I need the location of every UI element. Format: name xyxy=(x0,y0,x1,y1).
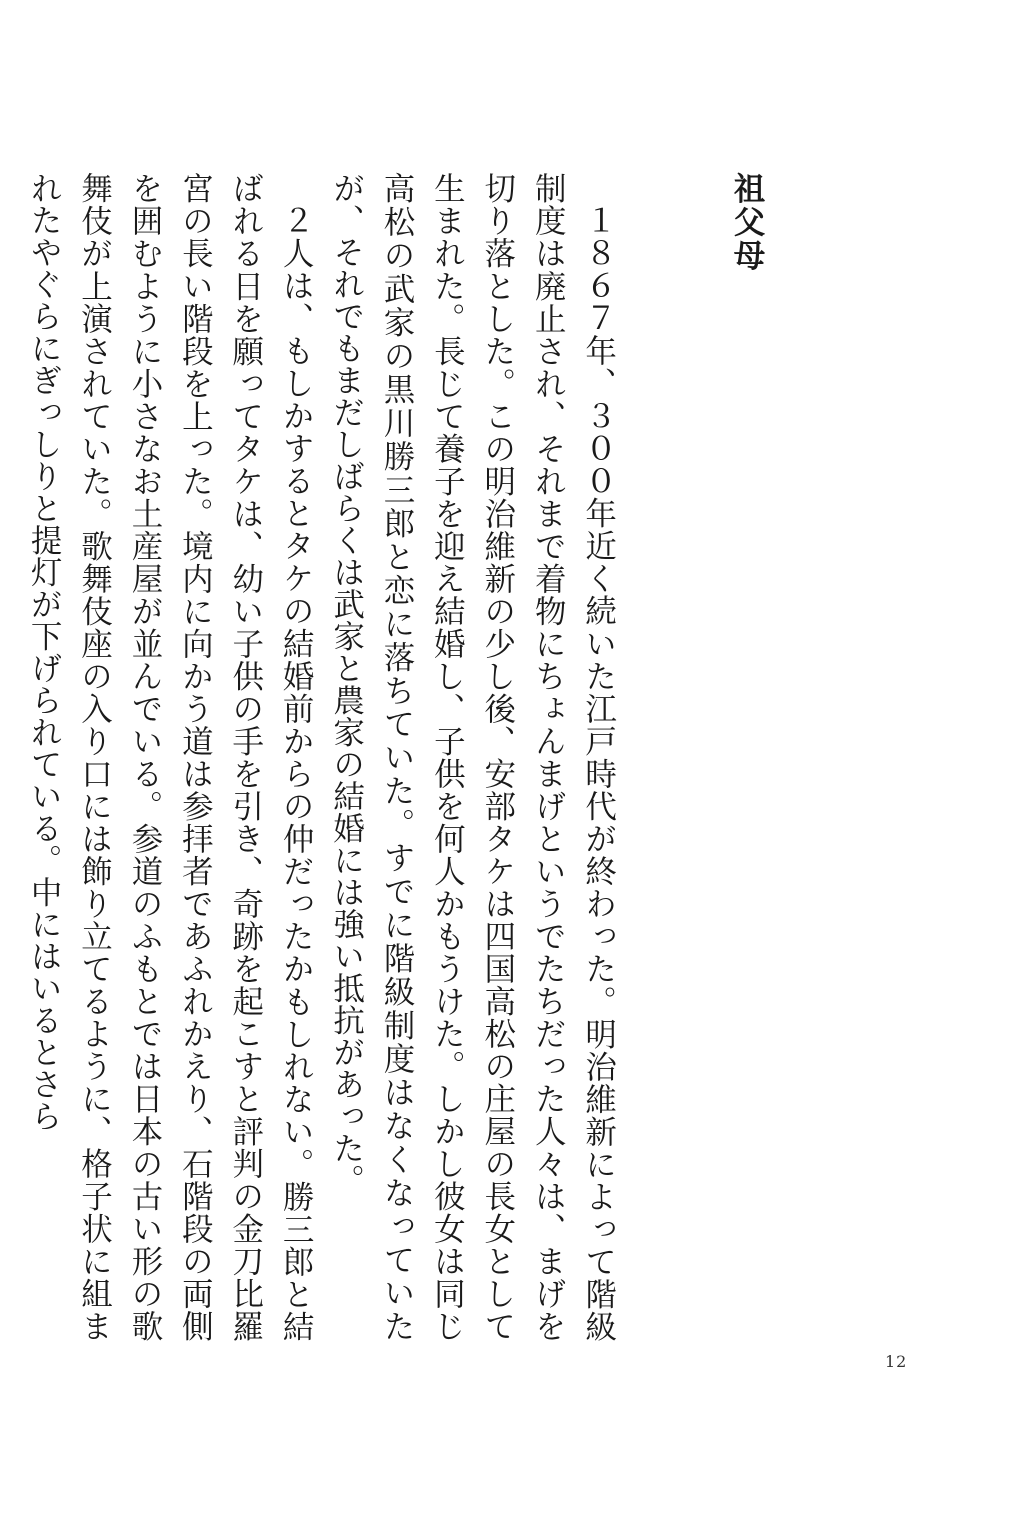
vertical-text-block xyxy=(19,172,772,1342)
chapter-title: 祖父母 xyxy=(729,172,766,273)
page-number: 12 xyxy=(885,1352,908,1371)
paragraph-2: ２人は、もしかするとタケの結婚前からの仲だったかもしれない。勝三郎と結ばれる日を願ってタケは、幼い子供の手を引き、奇跡を起こすと評判の金刀比羅宮の長い階段を上った。境内に向かう道は参拝者であふれかえり、石階段の両側を囲むように小さなお土産屋が並んでいる。参道のふもとでは日本の古い形の歌舞伎が上演されていた。歌舞伎座の入り口には飾り立てるように、格子状に組まれたやぐらにぎっしりと提灯が下げられている。中にはいるとさら xyxy=(26,172,315,1342)
paragraph-1: １８６７年、３００年近く続いた江戸時代が終わった。明治維新によって階級制度は廃止され、それまで着物にちょんまげというでたちだった人々は、まげを切り落とした。この明治維新の少し後、安部タケは四国高松の庄屋の長女として生まれた。長じて養子を迎え結婚し、子供を何人かもうけた。しかし彼女は同じ高松の武家の黒川勝三郎と恋に落ちていた。すでに階級制度はなくなっていたが、それでもまだしばらくは武家と農家の結婚には強い抵抗があった。 xyxy=(328,172,617,1343)
